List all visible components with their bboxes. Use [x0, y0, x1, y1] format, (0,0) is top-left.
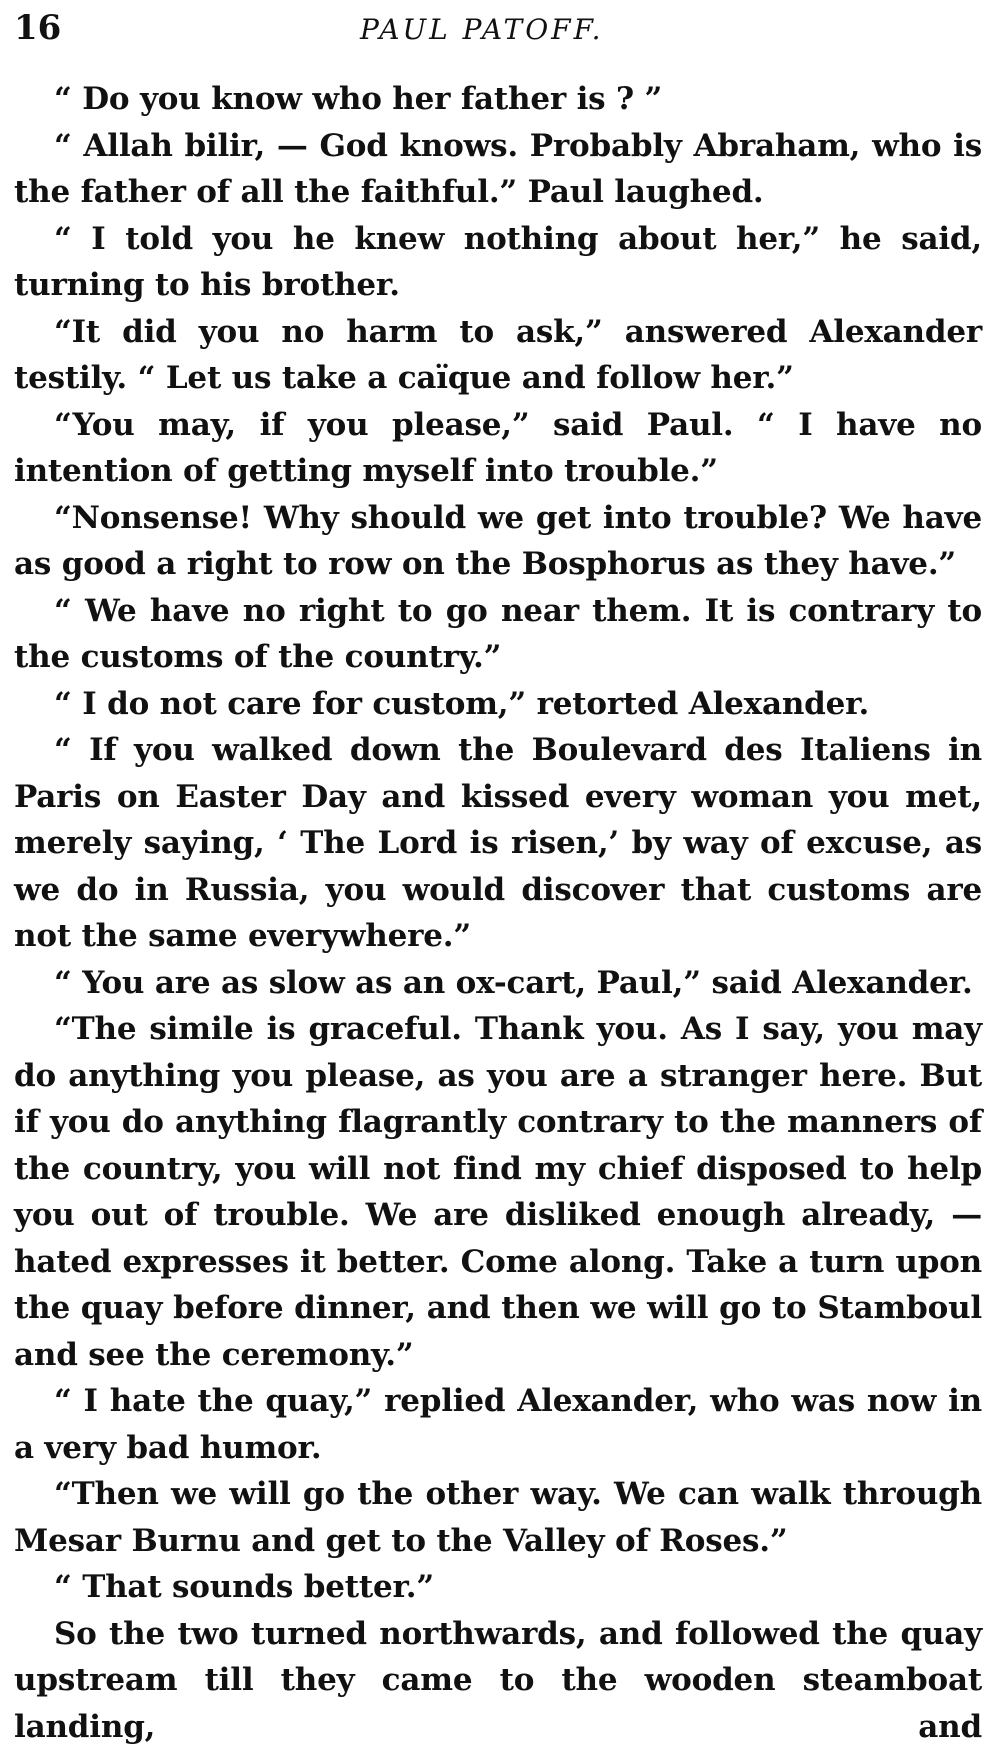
paragraph: “Nonsense! Why should we get into trouble? We have as good a right to row on the Bosphorus as they have.”: [14, 495, 982, 588]
book-page: [14, 10, 982, 1720]
paragraph: “ You are as slow as an ox-cart, Paul,” said Alexander.: [14, 960, 982, 1007]
book-title: PAUL PATOFF.: [360, 12, 604, 48]
body-text: [14, 76, 982, 1750]
paragraph: “It did you no harm to ask,” answered Alexander testily. “ Let us take a caïque and follow her.”: [14, 309, 982, 402]
paragraph: “ I do not care for custom,” retorted Alexander.: [14, 681, 982, 728]
paragraph: “Then we will go the other way. We can walk through Mesar Burnu and get to the Valley of Roses.”: [14, 1471, 982, 1564]
paragraph: “ Do you know who her father is ? ”: [14, 76, 982, 123]
paragraph: “ I told you he knew nothing about her,” he said, turning to his brother.: [14, 216, 982, 309]
paragraph: “ Allah bilir, — God knows. Probably Abraham, who is the father of all the faithful.” Paul laughed.: [14, 123, 982, 216]
paragraph: “ That sounds better.”: [14, 1564, 982, 1611]
paragraph: “You may, if you please,” said Paul. “ I have no intention of getting myself into trouble.”: [14, 402, 982, 495]
paragraph: So the two turned northwards, and followed the quay upstream till they came to the wooden steamboat landing, and: [14, 1611, 982, 1750]
running-head: [14, 10, 982, 50]
page-number: 16: [14, 8, 61, 48]
paragraph: “ If you walked down the Boulevard des Italiens in Paris on Easter Day and kissed every woman you met, merely saying, ‘ The Lord is risen,’ by way of excuse, as we do in Russia, you would discover that customs are not the same everywhere.”: [14, 727, 982, 960]
paragraph: “ I hate the quay,” replied Alexander, who was now in a very bad humor.: [14, 1378, 982, 1471]
paragraph: “ We have no right to go near them. It is contrary to the customs of the country.”: [14, 588, 982, 681]
paragraph: “The simile is graceful. Thank you. As I say, you may do anything you please, as you are a stranger here. But if you do anything flagrantly contrary to the manners of the country, you will not find my chief disposed to help you out of trouble. We are disliked enough already, — hated expresses it better. Come along. Take a turn upon the quay before dinner, and then we will go to Stamboul and see the ceremony.”: [14, 1006, 982, 1378]
